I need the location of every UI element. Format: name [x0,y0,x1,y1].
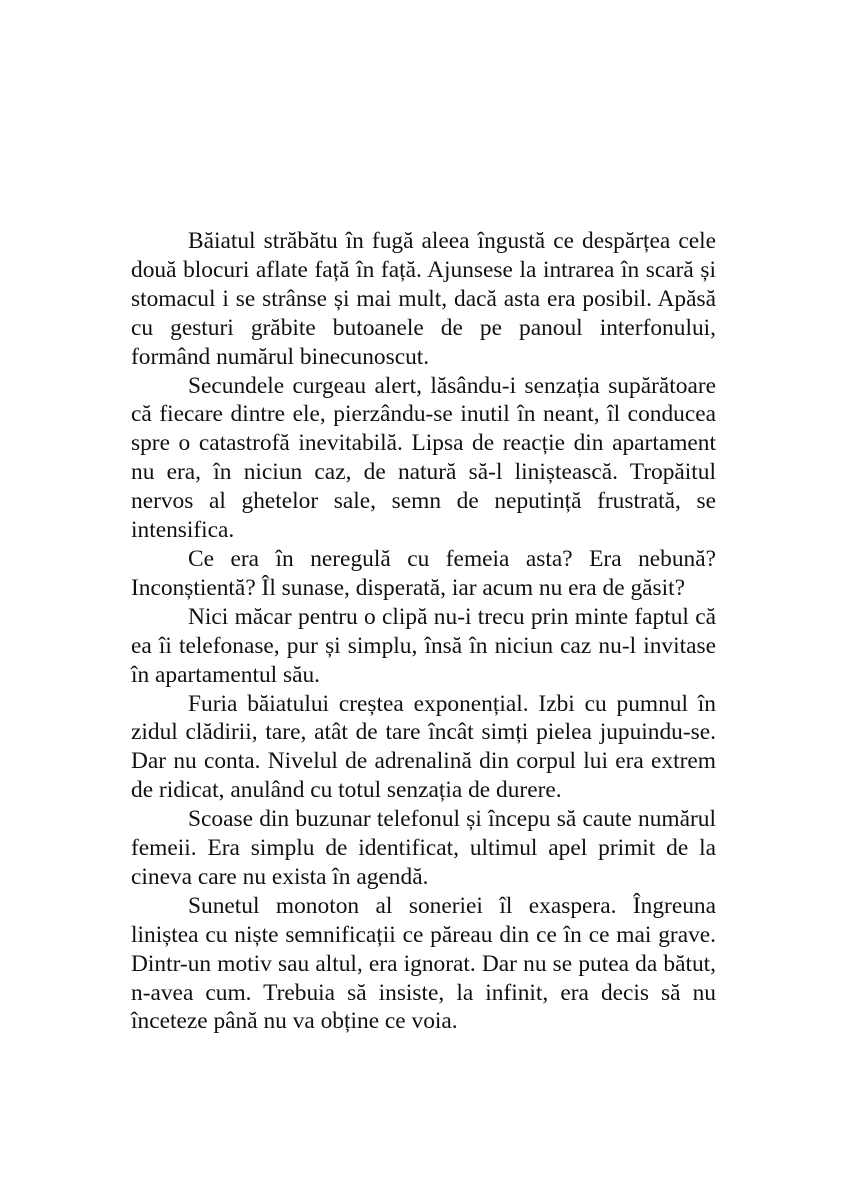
paragraph: Băiatul străbătu în fugă aleea îngustă ce despărțea cele două blocuri aflate față în față. Ajunsese la intrarea în scară și stomacul i se strânse și mai mult, dacă asta era posibil. Apăsă cu gesturi grăbite butoanele de pe panoul interfonului, formând numărul binecunoscut. [131,228,716,370]
paragraph: Furia băiatului creștea exponențial. Izbi cu pumnul în zidul clădirii, tare, atât de tare încât simți pielea jupuindu-se. Dar nu conta. Nivelul de adrenalină din corpul lui era extrem de ridicat, anulând cu totul senzația de durere. [131,690,716,804]
book-page-body [131,227,716,1036]
paragraph: Scoase din buzunar telefonul și începu să caute numărul femeii. Era simplu de identificat, ultimul apel primit de la cineva care nu exista în agendă. [131,806,716,890]
paragraph: Sunetul monoton al soneriei îl exaspera. Îngreuna liniștea cu niște semnificații ce păreau din ce în ce mai grave. Dintr-un motiv sau altul, era ignorat. Dar nu se putea da bătut, n-avea cum. Trebuia să insiste, la infinit, era decis să nu înceteze până nu va obține ce voia. [131,892,716,1035]
paragraph: Nici măcar pentru o clipă nu-i trecu prin minte faptul că ea îi telefonase, pur și simplu, însă în niciun caz nu-l invitase în apartamentul său. [131,603,716,688]
paragraph: Secundele curgeau alert, lăsându-i senzația supărătoare că fiecare dintre ele, pierzându-se inutil în neant, îl conducea spre o catastrofă inevitabilă. Lipsa de reacție din apartament nu era, în niciun caz, de natură să-l liniștească. Tropăitul nervos al ghetelor sale, semn de neputință frustrată, se intensifica. [131,372,716,544]
paragraph: Ce era în neregulă cu femeia asta? Era nebună? Inconștientă? Îl sunase, disperată, iar acum nu era de găsit? [131,545,716,601]
